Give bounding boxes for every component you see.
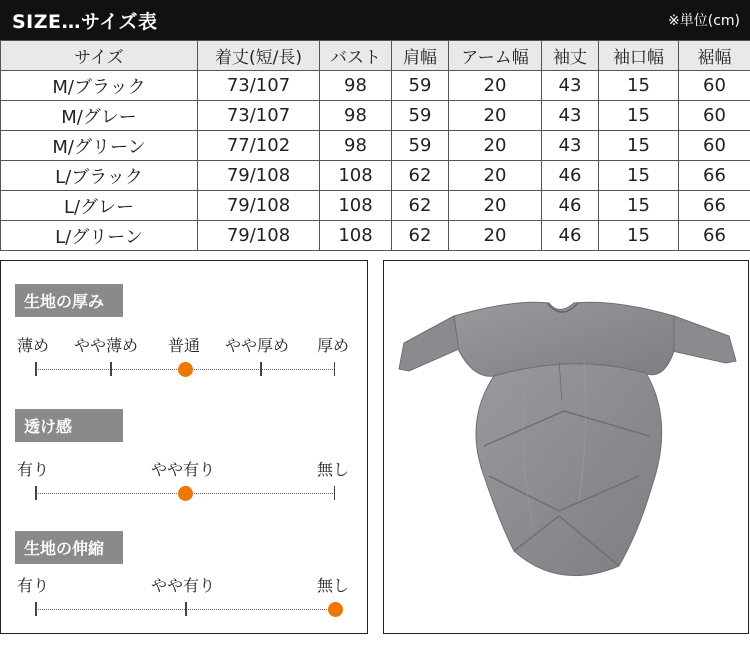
table-cell: 62: [392, 221, 449, 251]
scale-label: 厚め: [317, 336, 350, 355]
table-cell: 98: [320, 101, 392, 131]
scale-tick: [35, 602, 37, 616]
table-cell: 20: [449, 71, 542, 101]
scale-label: 有り: [17, 576, 50, 595]
table-cell: 108: [320, 221, 392, 251]
column-header: 着丈(短/長): [198, 41, 320, 71]
unit-note: ※単位(cm): [668, 13, 740, 29]
column-header: 袖丈: [542, 41, 599, 71]
thickness-badge: 生地の厚み: [15, 284, 123, 317]
transparency-badge: 透け感: [15, 409, 123, 442]
table-cell: 60: [679, 71, 750, 101]
scale-label: 無し: [317, 460, 350, 479]
table-cell: 66: [679, 191, 750, 221]
header-bar: [0, 0, 750, 40]
stretch-scale: [35, 602, 335, 616]
table-row: [1, 101, 750, 131]
table-row: [1, 71, 750, 101]
scale-label: 薄め: [17, 336, 50, 355]
table-cell: 15: [599, 191, 679, 221]
table-cell: 20: [449, 131, 542, 161]
table-cell: 46: [542, 161, 599, 191]
table-cell: 15: [599, 101, 679, 131]
table-cell: 62: [392, 161, 449, 191]
table-row: [1, 131, 750, 161]
table-cell: 20: [449, 221, 542, 251]
table-cell: 79/108: [198, 191, 320, 221]
table-cell: M/ブラック: [1, 71, 198, 101]
table-cell: 20: [449, 101, 542, 131]
fabric-attributes-panel: [0, 260, 368, 634]
scale-tick: [260, 362, 262, 376]
scale-label: 無し: [317, 576, 350, 595]
table-cell: 60: [679, 101, 750, 131]
table-row: [1, 191, 750, 221]
table-cell: 43: [542, 131, 599, 161]
table-cell: M/グリーン: [1, 131, 198, 161]
table-cell: 60: [679, 131, 750, 161]
table-header-row: [1, 41, 750, 71]
thickness-indicator-dot: [178, 362, 193, 377]
scale-label: やや厚め: [225, 336, 290, 355]
table-cell: 15: [599, 161, 679, 191]
scale-tick: [334, 362, 336, 376]
table-cell: 15: [599, 71, 679, 101]
table-cell: 43: [542, 71, 599, 101]
column-header: 肩幅: [392, 41, 449, 71]
scale-label: 普通: [168, 336, 201, 355]
scale-label: 有り: [17, 460, 50, 479]
column-header: アーム幅: [449, 41, 542, 71]
table-cell: 20: [449, 161, 542, 191]
column-header: 袖口幅: [599, 41, 679, 71]
table-cell: 66: [679, 221, 750, 251]
table-cell: 20: [449, 191, 542, 221]
table-cell: 62: [392, 191, 449, 221]
table-cell: 15: [599, 131, 679, 161]
transparency-scale: [35, 486, 335, 500]
table-row: [1, 161, 750, 191]
page-title: SIZE…サイズ表: [12, 10, 158, 33]
scale-label: やや有り: [151, 576, 216, 595]
column-header: 裾幅: [679, 41, 750, 71]
scale-label: やや有り: [151, 460, 216, 479]
table-row: [1, 221, 750, 251]
table-cell: 59: [392, 71, 449, 101]
table-cell: 108: [320, 161, 392, 191]
scale-tick: [35, 486, 37, 500]
scale-label: やや薄め: [74, 336, 139, 355]
scale-tick: [334, 486, 336, 500]
scale-tick: [185, 602, 187, 616]
column-header: サイズ: [1, 41, 198, 71]
product-photo-panel: [383, 260, 749, 634]
table-cell: 59: [392, 101, 449, 131]
table-cell: 46: [542, 191, 599, 221]
table-cell: 98: [320, 71, 392, 101]
table-cell: 43: [542, 101, 599, 131]
scale-tick: [110, 362, 112, 376]
table-cell: 98: [320, 131, 392, 161]
table-cell: 59: [392, 131, 449, 161]
stretch-indicator-dot: [328, 602, 343, 617]
stretch-badge: 生地の伸縮: [15, 531, 123, 564]
table-cell: 15: [599, 221, 679, 251]
table-cell: 46: [542, 221, 599, 251]
table-cell: L/グリーン: [1, 221, 198, 251]
column-header: バスト: [320, 41, 392, 71]
table-cell: 77/102: [198, 131, 320, 161]
size-table: [0, 40, 750, 251]
table-cell: L/グレー: [1, 191, 198, 221]
table-cell: M/グレー: [1, 101, 198, 131]
table-cell: L/ブラック: [1, 161, 198, 191]
scale-tick: [35, 362, 37, 376]
gray-long-sleeve-dress-icon: [384, 261, 747, 632]
transparency-indicator-dot: [178, 486, 193, 501]
table-cell: 108: [320, 191, 392, 221]
table-cell: 79/108: [198, 161, 320, 191]
table-cell: 73/107: [198, 71, 320, 101]
thickness-scale: [35, 362, 335, 376]
table-cell: 73/107: [198, 101, 320, 131]
table-cell: 79/108: [198, 221, 320, 251]
table-cell: 66: [679, 161, 750, 191]
